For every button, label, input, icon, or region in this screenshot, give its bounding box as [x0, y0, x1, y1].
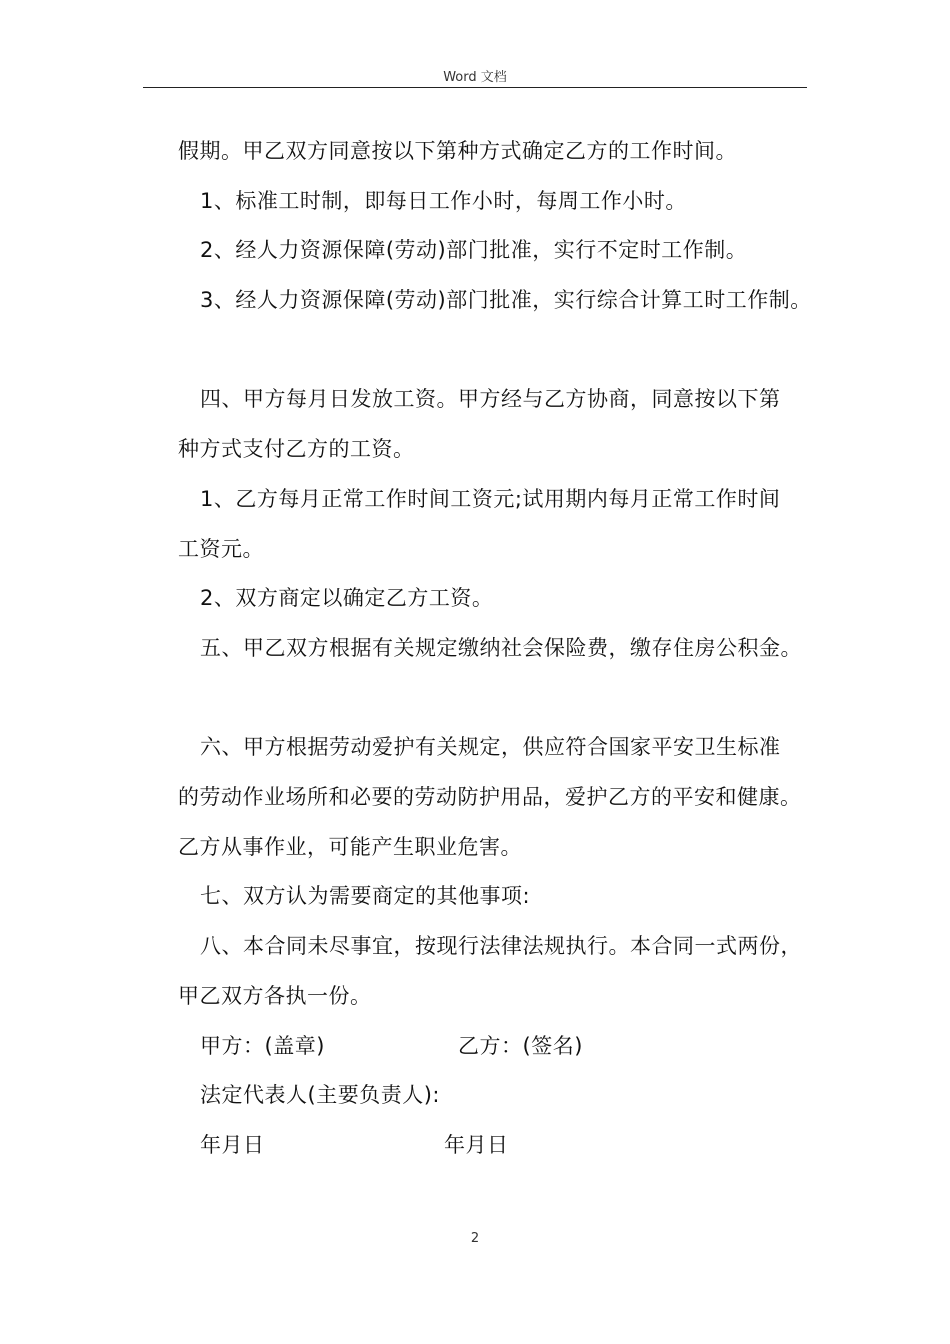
- party-a-seal: 甲方：(盖章): [200, 1034, 325, 1058]
- text-line-3: 2、经人力资源保障(劳动)部门批准，实行不定时工作制。: [200, 238, 748, 262]
- text-line-4: 3、经人力资源保障(劳动)部门批准，实行综合计算工时工作制。: [200, 288, 812, 312]
- header-rule: [143, 87, 807, 88]
- page-number: 2: [470, 1231, 480, 1246]
- party-b-date: 年月日: [444, 1133, 509, 1157]
- text-line-2: 1、标准工时制，即每日工作小时，每周工作小时。: [200, 189, 687, 213]
- party-b-signature: 乙方：(签名): [458, 1034, 583, 1058]
- text-line-6: 种方式支付乙方的工资。: [178, 437, 415, 461]
- text-line-11: 六、甲方根据劳动爱护有关规定，供应符合国家平安卫生标准: [200, 735, 781, 759]
- text-line-15: 八、本合同未尽事宜，按现行法律法规执行。本合同一式两份，: [200, 934, 802, 958]
- text-line-16: 甲乙双方各执一份。: [178, 984, 372, 1008]
- text-line-1: 假期。甲乙双方同意按以下第种方式确定乙方的工作时间。: [178, 139, 737, 163]
- text-line-14: 七、双方认为需要商定的其他事项:: [200, 884, 531, 908]
- page-header-title: Word 文档: [443, 70, 507, 85]
- text-line-9: 2、双方商定以确定乙方工资。: [200, 586, 494, 610]
- text-line-7: 1、乙方每月正常工作时间工资元;试用期内每月正常工作时间: [200, 487, 781, 511]
- text-line-12: 的劳动作业场所和必要的劳动防护用品，爱护乙方的平安和健康。: [178, 785, 802, 809]
- text-line-5: 四、甲方每月日发放工资。甲方经与乙方协商，同意按以下第: [200, 387, 781, 411]
- text-line-8: 工资元。: [178, 537, 264, 561]
- party-a-date: 年月日: [200, 1133, 265, 1157]
- text-line-13: 乙方从事作业，可能产生职业危害。: [178, 835, 522, 859]
- text-line-10: 五、甲乙双方根据有关规定缴纳社会保险费，缴存住房公积金。: [200, 636, 802, 660]
- legal-representative: 法定代表人(主要负责人):: [200, 1083, 440, 1107]
